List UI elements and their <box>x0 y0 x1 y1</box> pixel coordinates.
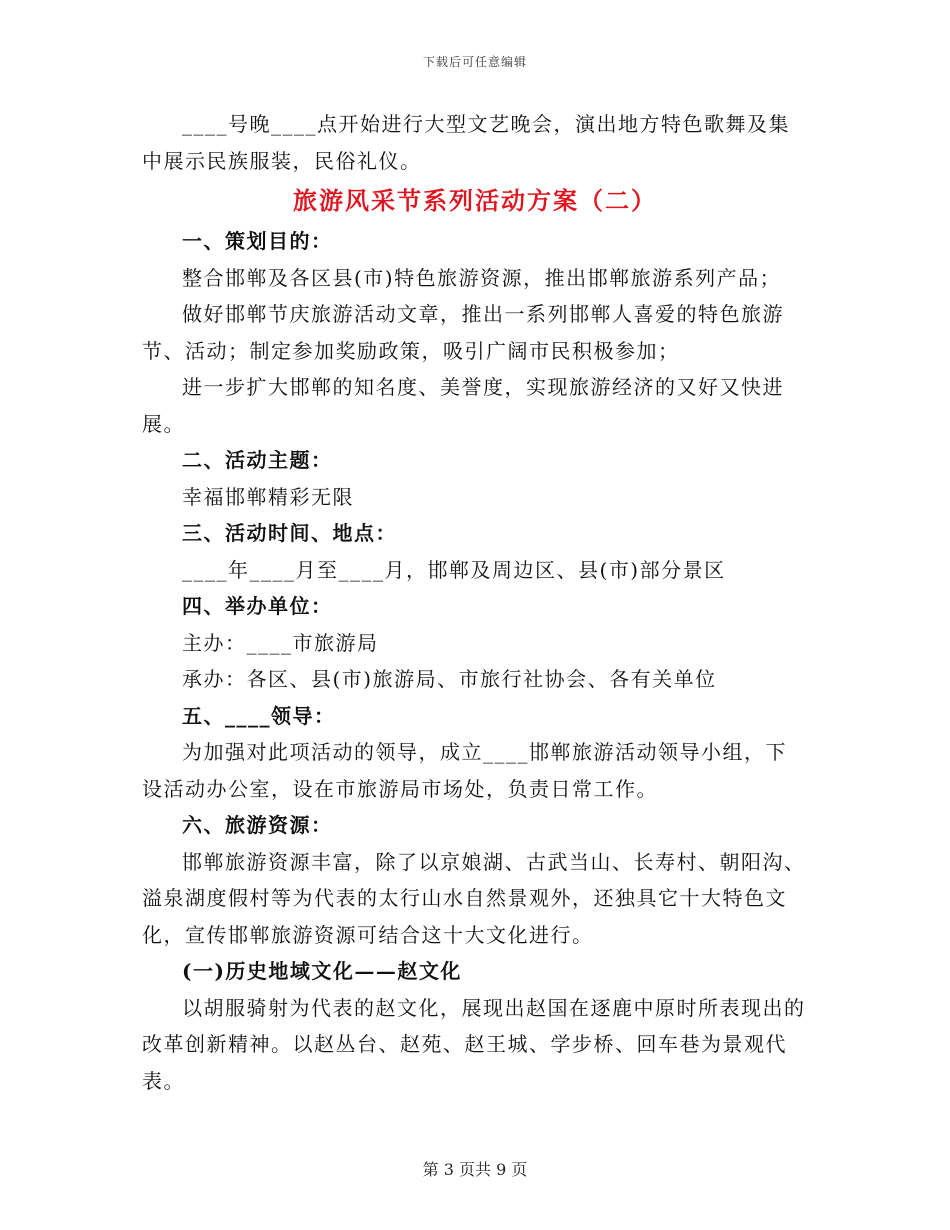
paragraph: 以胡服骑射为代表的赵文化，展现出赵国在逐鹿中原时所表现出的改革创新精神。以赵丛台、赵苑、赵王城、学步桥、回车巷为景观代表。 <box>142 995 806 1093</box>
paragraph: 主办：____市旅游局 <box>182 630 379 655</box>
paragraph: 进一步扩大邯郸的知名度、美誉度，实现旅游经济的又好又快进展。 <box>142 375 784 436</box>
paragraph: 整合邯郸及各区县(市)特色旅游资源，推出邯郸旅游系列产品； <box>182 265 782 290</box>
heading-purpose: 一、策划目的： <box>182 229 333 253</box>
section-title: 旅游风采节系列活动方案（二） <box>293 186 657 215</box>
heading-organizers: 四、举办单位： <box>182 594 333 618</box>
paragraph: 做好邯郸节庆旅游活动文章，推出一系列邯郸人喜爱的特色旅游节、活动；制定参加奖励政策，吸引广阔市民积极参加； <box>142 302 784 363</box>
heading-theme: 二、活动主题： <box>182 448 333 472</box>
paragraph: 承办：各区、县(市)旅游局、市旅行社协会、各有关单位 <box>182 667 717 691</box>
paragraph: 邯郸旅游资源丰富，除了以京娘湖、古武当山、长寿村、朝阳沟、溢泉湖度假村等为代表的太行山水自然景观外，还独具它十大特色文化，宣传邯郸旅游资源可结合这十大文化进行。 <box>142 849 806 947</box>
header-note: 下载后可任意编辑 <box>422 55 527 69</box>
heading-leadership: 五、____领导： <box>182 703 336 728</box>
heading-zhao-culture: (一)历史地域文化——赵文化 <box>182 959 462 983</box>
heading-time-place: 三、活动时间、地点： <box>182 521 397 545</box>
paragraph: 为加强对此项活动的领导，成立____邯郸旅游活动领导小组，下设活动办公室，设在市旅游局市场处，负责日常工作。 <box>142 740 787 801</box>
paragraph: ____号晚____点开始进行大型文艺晚会，演出地方特色歌舞及集中展示民族服装，民俗礼仪。 <box>142 112 790 173</box>
paragraph: ____年____月至____月，邯郸及周边区、县(市)部分景区 <box>182 557 726 582</box>
document-body <box>142 106 808 1099</box>
paragraph: 幸福邯郸精彩无限 <box>182 484 354 509</box>
page-footer: 第 3 页共 9 页 <box>422 1160 528 1179</box>
heading-resources: 六、旅游资源： <box>182 813 333 837</box>
